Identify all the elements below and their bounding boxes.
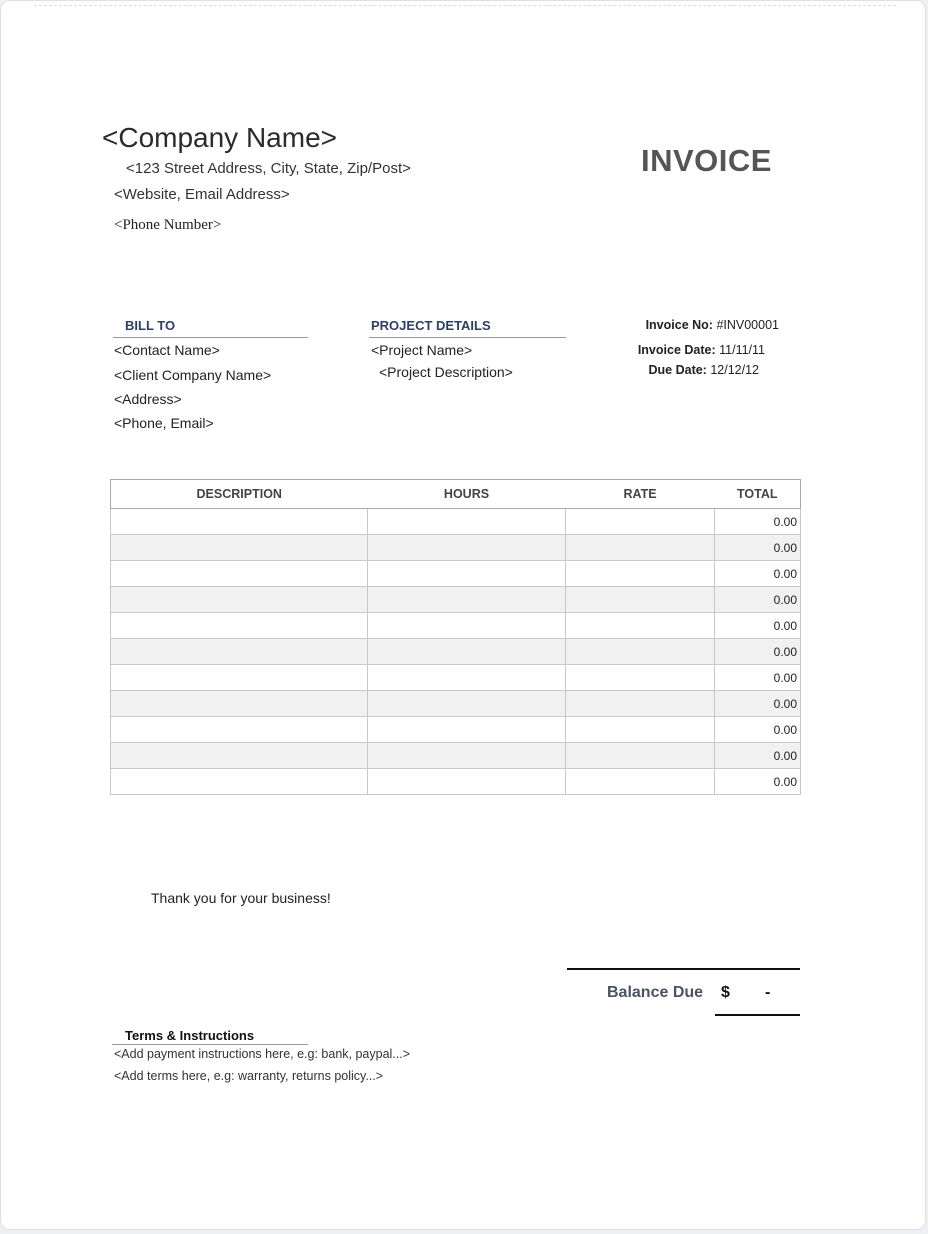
table-row bbox=[111, 717, 801, 743]
cell-hours bbox=[368, 665, 566, 691]
cell-hours bbox=[368, 613, 566, 639]
cell-description bbox=[111, 639, 368, 665]
cell-hours bbox=[368, 509, 566, 535]
company-phone: <Phone Number> bbox=[114, 217, 222, 233]
column-header-rate: RATE bbox=[566, 480, 715, 509]
cell-total: 0.00 bbox=[715, 561, 801, 587]
table-row bbox=[111, 535, 801, 561]
cell-description bbox=[111, 717, 368, 743]
cell-total: 0.00 bbox=[715, 665, 801, 691]
table-row bbox=[111, 769, 801, 795]
cell-rate bbox=[566, 535, 715, 561]
column-header-total: TOTAL bbox=[715, 480, 801, 509]
table-row bbox=[111, 613, 801, 639]
column-header-description: DESCRIPTION bbox=[111, 480, 368, 509]
line-items-table bbox=[110, 479, 801, 795]
balance-due-value: - bbox=[765, 984, 771, 1001]
bill-to-rule bbox=[113, 337, 308, 338]
cell-rate bbox=[566, 717, 715, 743]
cell-total: 0.00 bbox=[715, 717, 801, 743]
cell-hours bbox=[368, 639, 566, 665]
cell-rate bbox=[566, 743, 715, 769]
cell-description bbox=[111, 587, 368, 613]
cell-description bbox=[111, 561, 368, 587]
cell-total: 0.00 bbox=[715, 535, 801, 561]
cell-description bbox=[111, 691, 368, 717]
terms-policy: <Add terms here, e.g: warranty, returns policy...> bbox=[114, 1069, 384, 1083]
invoice-date-value: 11/11/11 bbox=[719, 343, 765, 357]
bill-to-contact: <Contact Name> bbox=[114, 342, 220, 358]
due-date-label: Due Date: bbox=[648, 363, 707, 377]
table-row bbox=[111, 743, 801, 769]
bill-to-phone-email: <Phone, Email> bbox=[114, 415, 214, 431]
cell-description bbox=[111, 743, 368, 769]
due-date bbox=[649, 363, 760, 377]
cell-rate bbox=[566, 613, 715, 639]
table-row bbox=[111, 561, 801, 587]
balance-bottom-rule bbox=[715, 1014, 800, 1016]
thank-you-note: Thank you for your business! bbox=[151, 890, 331, 906]
cell-rate bbox=[566, 587, 715, 613]
bill-to-company: <Client Company Name> bbox=[114, 367, 272, 383]
project-details-heading: PROJECT DETAILS bbox=[371, 318, 491, 333]
cell-description bbox=[111, 509, 368, 535]
invoice-number-label: Invoice No: bbox=[645, 318, 713, 332]
bill-to-heading: BILL TO bbox=[125, 318, 176, 333]
terms-heading: Terms & Instructions bbox=[125, 1028, 255, 1043]
due-date-value: 12/12/12 bbox=[710, 363, 759, 377]
balance-top-rule bbox=[567, 968, 800, 970]
company-address: <123 Street Address, City, State, Zip/Post> bbox=[126, 160, 411, 177]
cell-hours bbox=[368, 587, 566, 613]
cell-rate bbox=[566, 561, 715, 587]
invoice-number-value: #INV00001 bbox=[716, 318, 779, 332]
table-row bbox=[111, 587, 801, 613]
cell-description bbox=[111, 769, 368, 795]
cell-total: 0.00 bbox=[715, 587, 801, 613]
cell-description bbox=[111, 613, 368, 639]
top-divider bbox=[34, 5, 896, 6]
terms-rule bbox=[112, 1044, 308, 1045]
cell-hours bbox=[368, 769, 566, 795]
project-description: <Project Description> bbox=[379, 364, 513, 380]
cell-rate bbox=[566, 691, 715, 717]
column-header-hours: HOURS bbox=[368, 480, 566, 509]
cell-hours bbox=[368, 535, 566, 561]
line-items-body bbox=[111, 509, 801, 795]
project-name: <Project Name> bbox=[371, 342, 473, 358]
cell-total: 0.00 bbox=[715, 743, 801, 769]
cell-rate bbox=[566, 639, 715, 665]
balance-currency: $ bbox=[721, 984, 730, 1001]
table-row bbox=[111, 691, 801, 717]
bill-to-address: <Address> bbox=[114, 391, 182, 407]
project-details-rule bbox=[369, 337, 566, 338]
invoice-title: INVOICE bbox=[641, 143, 772, 178]
cell-rate bbox=[566, 665, 715, 691]
invoice-number bbox=[646, 318, 779, 332]
cell-hours bbox=[368, 743, 566, 769]
cell-hours bbox=[368, 561, 566, 587]
cell-hours bbox=[368, 717, 566, 743]
terms-payment-instructions: <Add payment instructions here, e.g: bank, paypal...> bbox=[114, 1047, 411, 1061]
company-website-email: <Website, Email Address> bbox=[114, 186, 290, 203]
table-row bbox=[111, 639, 801, 665]
cell-total: 0.00 bbox=[715, 691, 801, 717]
table-header-row bbox=[111, 480, 801, 509]
cell-rate bbox=[566, 509, 715, 535]
cell-total: 0.00 bbox=[715, 613, 801, 639]
cell-total: 0.00 bbox=[715, 509, 801, 535]
cell-total: 0.00 bbox=[715, 639, 801, 665]
cell-hours bbox=[368, 691, 566, 717]
invoice-date bbox=[638, 343, 765, 357]
cell-description bbox=[111, 535, 368, 561]
table-row bbox=[111, 509, 801, 535]
table-row bbox=[111, 665, 801, 691]
cell-total: 0.00 bbox=[715, 769, 801, 795]
cell-rate bbox=[566, 769, 715, 795]
balance-due-label: Balance Due bbox=[607, 984, 704, 1001]
company-name: <Company Name> bbox=[102, 122, 338, 153]
invoice-date-label: Invoice Date: bbox=[637, 343, 716, 357]
cell-description bbox=[111, 665, 368, 691]
